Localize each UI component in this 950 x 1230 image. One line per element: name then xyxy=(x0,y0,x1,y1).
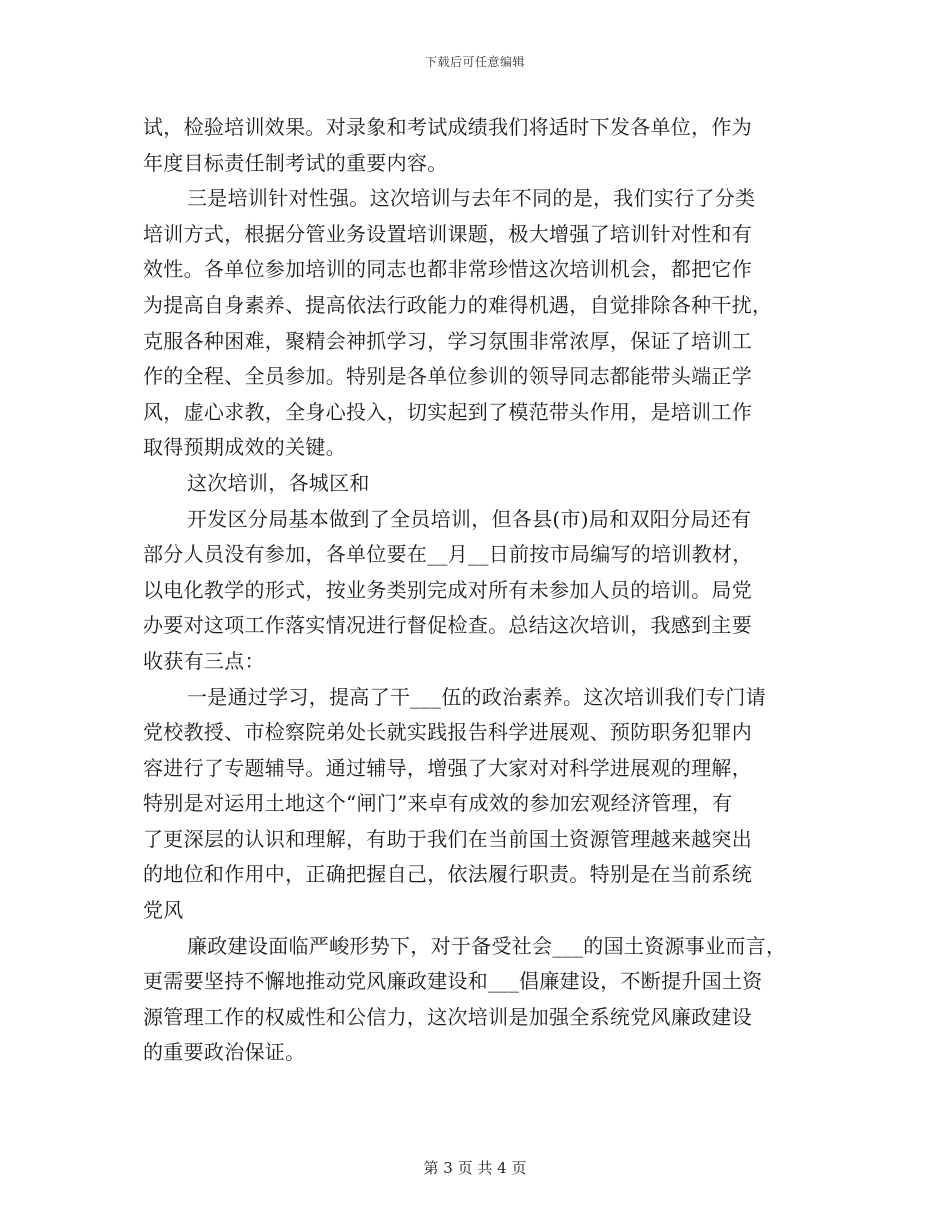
page-header: 下载后可任意编辑 xyxy=(424,55,525,69)
text-line: 源管理工作的权威性和公信力，这次培训是加强全系统党风廉政建设 xyxy=(143,1004,752,1029)
text-line: 了更深层的认识和理解，有助于我们在当前国土资源管理越来越突出 xyxy=(143,826,752,851)
text-line: 更需要坚持不懈地推动党风廉政建设和___倡廉建设，不断提升国土资 xyxy=(143,969,763,994)
text-line: 廉政建设面临严峻形势下，对于备受社会___的国土资源事业而言， xyxy=(187,933,787,958)
text-line: 以电化教学的形式，按业务类别完成对所有未参加人员的培训。局党 xyxy=(143,577,752,602)
text-line: 党风 xyxy=(143,898,184,923)
text-line: 的重要政治保证。 xyxy=(143,1040,306,1065)
text-line: 开发区分局基本做到了全员培训，但各县(市)局和双阳分局还有 xyxy=(187,506,752,531)
text-line: 年度目标责任制考试的重要内容。 xyxy=(143,150,448,175)
text-line: 取得预期成效的关键。 xyxy=(143,435,346,460)
text-line: 作的全程、全员参加。特别是各单位参训的领导同志都能带头端正学 xyxy=(143,364,752,389)
text-line: 容进行了专题辅导。通过辅导，增强了大家对对科学进展观的理解， xyxy=(143,755,752,780)
text-line: 克服各种困难，聚精会神抓学习，学习氛围非常浓厚，保证了培训工 xyxy=(143,328,752,353)
text-line: 一是通过学习，提高了干___伍的政治素养。这次培训我们专门请 xyxy=(187,684,766,709)
text-line: 的地位和作用中，正确把握自己，依法履行职责。特别是在当前系统 xyxy=(143,862,752,887)
page-number-footer: 第 3 页 共 4 页 xyxy=(423,1159,527,1177)
text-line: 特别是对运用土地这个“闸门”来卓有成效的参加宏观经济管理，有 xyxy=(143,791,733,816)
text-line: 这次培训，各城区和 xyxy=(187,470,370,495)
text-line: 为提高自身素养、提高依法行政能力的难得机遇，自觉排除各种干扰， xyxy=(143,292,773,317)
text-line: 培训方式，根据分管业务设置培训课题，极大增强了培训针对性和有 xyxy=(143,221,752,246)
text-line: 试，检验培训效果。对录象和考试成绩我们将适时下发各单位，作为 xyxy=(143,115,752,139)
text-line: 三是培训针对性强。这次培训与去年不同的是，我们实行了分类 xyxy=(187,186,756,211)
text-line: 办要对这项工作落实情况进行督促检查。总结这次培训，我感到主要 xyxy=(143,613,752,638)
text-line: 党校教授、市检察院弟处长就实践报告科学进展观、预防职务犯罪内 xyxy=(143,720,752,745)
text-line: 效性。各单位参加培训的同志也都非常珍惜这次培训机会，都把它作 xyxy=(143,257,752,282)
text-line: 部分人员没有参加，各单位要在__月__日前按市局编写的培训教材， xyxy=(143,542,753,567)
text-line: 收获有三点： xyxy=(143,648,265,673)
text-line: 风，虚心求教，全身心投入，切实起到了模范带头作用，是培训工作 xyxy=(143,399,752,424)
document-body xyxy=(143,110,811,1071)
